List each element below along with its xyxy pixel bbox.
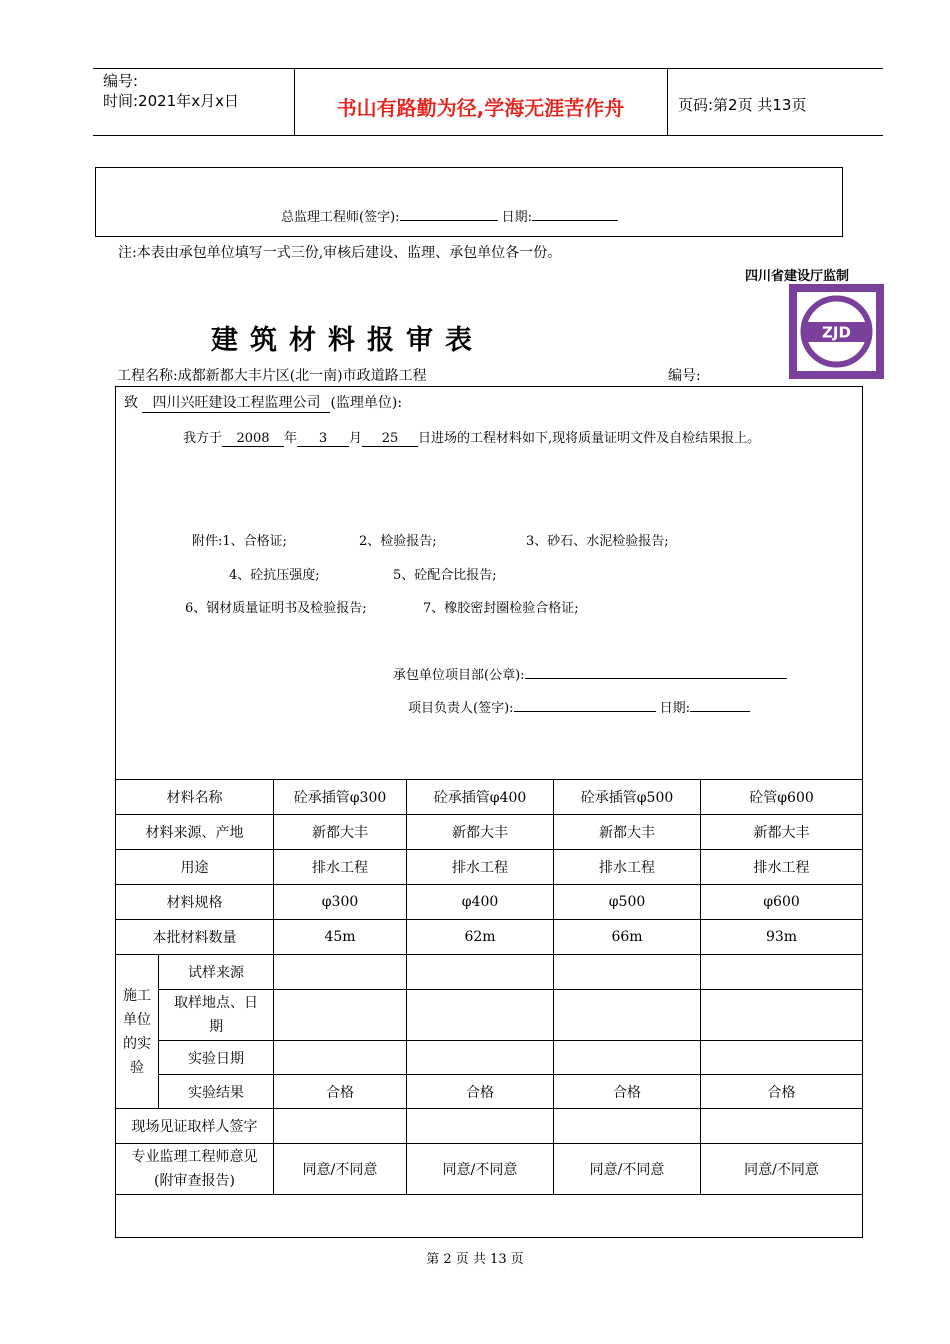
header-motto: 书山有路勤为径,学海无涯苦作舟 — [336, 96, 625, 120]
chief-engineer-signature-line — [400, 208, 498, 221]
header-top-rule — [93, 68, 883, 69]
material-source-cell: 新都大丰 — [701, 815, 863, 850]
test-result-cell: 合格 — [701, 1075, 863, 1109]
contractor-seal-line — [525, 666, 787, 679]
empty-cell — [274, 1109, 407, 1144]
material-name-cell: 砼承插管φ300 — [274, 780, 407, 815]
quantity-cell: 66m — [554, 920, 701, 955]
attachment-4: 4、砼抗压强度; — [229, 568, 320, 583]
entry-prefix: 我方于 — [183, 431, 223, 446]
supervisor-label: 四川省建设厅监制 — [745, 269, 850, 284]
entry-year: 2008 — [222, 431, 284, 447]
test-result-cell: 合格 — [554, 1075, 701, 1109]
entry-year-unit: 年 — [284, 431, 298, 446]
spec-cell: φ600 — [701, 885, 863, 920]
empty-cell — [407, 955, 554, 990]
header-bottom-rule — [93, 135, 883, 136]
row-usage — [116, 850, 863, 885]
spec-cell: φ500 — [554, 885, 701, 920]
contractor-seal-label: 承包单位项目部(公章): — [393, 668, 525, 683]
label-material-source: 材料来源、产地 — [116, 815, 274, 850]
empty-cell — [554, 1109, 701, 1144]
empty-cell — [407, 1041, 554, 1075]
empty-cell — [274, 955, 407, 990]
page-footer-text: 第 2 页 共 13 页 — [426, 1252, 524, 1267]
empty-cell — [554, 990, 701, 1041]
form-number-label: 编号: — [668, 368, 701, 384]
form-note: 注:本表由承包单位填写一式三份,审核后建设、监理、承包单位各一份。 — [118, 245, 562, 261]
row-sample-source — [116, 955, 863, 990]
label-usage: 用途 — [116, 850, 274, 885]
row-spec — [116, 885, 863, 920]
header-page-label: 页码:第2页 共13页 — [678, 96, 807, 114]
material-source-cell: 新都大丰 — [407, 815, 554, 850]
label-sample-source: 试样来源 — [159, 955, 274, 990]
label-witness: 现场见证取样人签字 — [116, 1109, 274, 1144]
label-sample-place: 取样地点、日期 — [159, 990, 274, 1041]
opinion-cell: 同意/不同意 — [407, 1144, 554, 1195]
label-test-result: 实验结果 — [159, 1075, 274, 1109]
quantity-cell: 93m — [701, 920, 863, 955]
label-engineer-opinion: 专业监理工程师意见(附审查报告) — [116, 1144, 274, 1195]
materials-table — [115, 779, 863, 1238]
entry-suffix: 日进场的工程材料如下,现将质量证明文件及自检结果报上。 — [418, 431, 761, 446]
material-name-cell: 砼承插管φ400 — [407, 780, 554, 815]
quantity-cell: 62m — [407, 920, 554, 955]
header-number-label: 编号: — [103, 72, 139, 90]
empty-cell — [274, 1041, 407, 1075]
material-source-cell: 新都大丰 — [554, 815, 701, 850]
usage-cell: 排水工程 — [701, 850, 863, 885]
usage-cell: 排水工程 — [274, 850, 407, 885]
row-sample-place — [116, 990, 863, 1041]
empty-cell — [407, 990, 554, 1041]
empty-cell — [554, 955, 701, 990]
manager-sign-label: 项目负责人(签字): — [408, 701, 514, 716]
row-material-source — [116, 815, 863, 850]
label-quantity: 本批材料数量 — [116, 920, 274, 955]
empty-cell — [274, 990, 407, 1041]
entry-month-unit: 月 — [349, 431, 363, 446]
empty-cell — [701, 1109, 863, 1144]
label-test-date: 实验日期 — [159, 1041, 274, 1075]
row-test-result — [116, 1075, 863, 1109]
chief-engineer-signature-label: 总监理工程师(签字): — [281, 210, 400, 225]
previous-form-box — [95, 167, 843, 237]
manager-sign-line — [514, 699, 656, 712]
test-result-cell: 合格 — [407, 1075, 554, 1109]
chief-engineer-date-label: 日期: — [501, 210, 533, 225]
quantity-cell: 45m — [274, 920, 407, 955]
row-quantity — [116, 920, 863, 955]
attachment-5: 5、砼配合比报告; — [393, 568, 497, 583]
zjd-logo — [789, 284, 884, 379]
header-divider-right — [667, 68, 668, 136]
row-material-name — [116, 780, 863, 815]
label-material-name: 材料名称 — [116, 780, 274, 815]
logo-text: ZJD — [822, 323, 851, 342]
blank-remarks-cell — [116, 1195, 863, 1238]
empty-cell — [701, 955, 863, 990]
attachment-6: 6、钢材质量证明书及检验报告; — [185, 601, 367, 616]
row-witness — [116, 1109, 863, 1144]
project-name-label: 工程名称:成都新都大丰片区(北一南)市政道路工程 — [117, 368, 427, 384]
empty-cell — [701, 1041, 863, 1075]
material-name-cell: 砼管φ600 — [701, 780, 863, 815]
material-source-cell: 新都大丰 — [274, 815, 407, 850]
empty-cell — [407, 1109, 554, 1144]
entry-day: 25 — [362, 431, 418, 447]
opinion-cell: 同意/不同意 — [274, 1144, 407, 1195]
to-suffix: (监理单位): — [330, 395, 403, 411]
attachment-2: 2、检验报告; — [359, 534, 437, 549]
manager-date-label: 日期: — [659, 701, 691, 716]
entry-month: 3 — [297, 431, 349, 447]
row-test-date — [116, 1041, 863, 1075]
spec-cell: φ300 — [274, 885, 407, 920]
label-spec: 材料规格 — [116, 885, 274, 920]
attachment-1: 附件:1、合格证; — [192, 534, 288, 549]
empty-cell — [701, 990, 863, 1041]
usage-cell: 排水工程 — [407, 850, 554, 885]
empty-cell — [554, 1041, 701, 1075]
header-time-label: 时间:2021年x月x日 — [103, 92, 239, 110]
test-result-cell: 合格 — [274, 1075, 407, 1109]
to-company: 四川兴旺建设工程监理公司 — [142, 392, 330, 413]
material-name-cell: 砼承插管φ500 — [554, 780, 701, 815]
attachment-7: 7、橡胶密封圈检验合格证; — [423, 601, 579, 616]
spec-cell: φ400 — [407, 885, 554, 920]
opinion-cell: 同意/不同意 — [701, 1144, 863, 1195]
to-prefix: 致 — [124, 395, 138, 411]
label-contractor-test-group: 施工单位的实验 — [116, 955, 159, 1109]
manager-date-line — [690, 699, 750, 712]
chief-engineer-date-line — [532, 208, 618, 221]
usage-cell: 排水工程 — [554, 850, 701, 885]
attachment-3: 3、砂石、水泥检验报告; — [526, 534, 669, 549]
row-blank-remarks — [116, 1195, 863, 1238]
page-footer — [0, 1248, 950, 1267]
form-upper-box — [115, 386, 863, 780]
row-engineer-opinion — [116, 1144, 863, 1195]
opinion-cell: 同意/不同意 — [554, 1144, 701, 1195]
form-title: 建筑材料报审表 — [211, 325, 484, 356]
